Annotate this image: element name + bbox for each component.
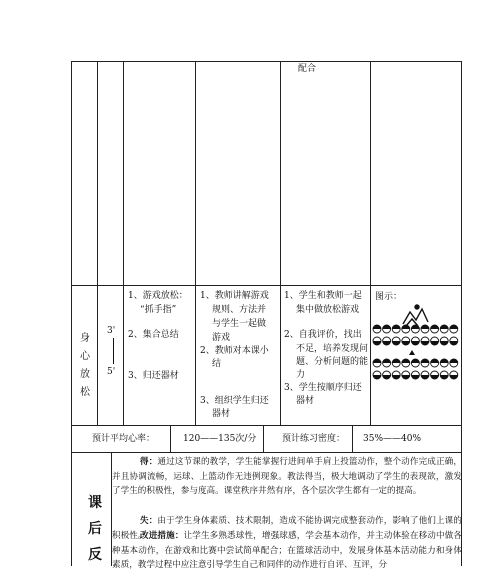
student-marker-icon xyxy=(402,325,410,333)
teacher-line-3: 与学生一起做 xyxy=(212,319,267,329)
center-marker-icon xyxy=(409,350,415,355)
student-marker-icon xyxy=(431,325,439,333)
student-line-6: 力 xyxy=(296,370,306,380)
student-marker-icon xyxy=(383,359,391,367)
reflection-label-3: 反 xyxy=(88,547,102,563)
student-line-7: 3、学生按顺序归还 xyxy=(284,383,362,393)
student-marker-icon xyxy=(411,325,419,333)
stats-divider-2 xyxy=(263,425,264,452)
loss-lead: 失： xyxy=(140,516,158,526)
reflection-improve xyxy=(112,529,462,573)
content-item-2: “抓手指” xyxy=(140,305,177,315)
student-line-5: 题、分析问题的能 xyxy=(296,357,369,367)
improve-text: 让学生多熟悉球性，增强球感，学会基本动作，并主动体验在移动中做各种基本动作，在游戏和比赛中尝试简单配合；在篮球活动中，发展身体基本活动能力和身体素质，教学过程中应注意引导学生自己和同伴的动作进行自评、互评，分 xyxy=(112,531,462,571)
student-marker-icon xyxy=(421,337,429,345)
content-item-1: 1、游戏放松： xyxy=(128,291,188,301)
teacher-line-1: 1、教师讲解游戏 xyxy=(200,291,269,301)
content-item-4: 3、归还器材 xyxy=(128,371,179,381)
student-marker-icon xyxy=(402,359,410,367)
heart-rate-label: 预计平均心率： xyxy=(92,434,156,444)
student-marker-icon xyxy=(392,325,400,333)
student-marker-icon xyxy=(373,325,381,333)
col-divider-1 xyxy=(97,61,98,425)
teacher-line-8: 器材 xyxy=(212,409,231,419)
student-marker-icon xyxy=(411,371,419,379)
density-label: 预计练习密度： xyxy=(282,434,346,444)
student-marker-icon xyxy=(383,371,391,379)
row-divider-top xyxy=(71,285,462,286)
student-marker-icon xyxy=(392,359,400,367)
teacher-line-6: 结 xyxy=(212,359,222,369)
improve-lead: 改进措施： xyxy=(140,531,184,541)
student-line-1: 1、学生和教师一起 xyxy=(284,291,362,301)
teacher-line-5: 2、教师对本课小 xyxy=(200,346,269,356)
row-divider-stats-top xyxy=(71,425,462,426)
student-marker-icon xyxy=(450,359,458,367)
content-item-3: 2、集合总结 xyxy=(128,330,179,340)
student-marker-icon xyxy=(431,371,439,379)
student-marker-icon xyxy=(450,337,458,345)
row-divider-stats-bottom xyxy=(71,452,462,453)
table-top-border xyxy=(71,61,462,62)
student-line-2: 集中做放松游戏 xyxy=(296,305,360,315)
table-border-left xyxy=(71,61,72,566)
col-divider-4 xyxy=(280,61,281,425)
student-marker-icon xyxy=(373,359,381,367)
teacher-line-7: 3、组织学生归还 xyxy=(200,396,269,406)
methods-cell-text: 配合 xyxy=(298,64,317,74)
student-marker-icon xyxy=(421,371,429,379)
gain-lead: 得： xyxy=(140,457,158,467)
reflection-gain xyxy=(112,455,462,499)
reflection-label-1: 课 xyxy=(88,495,102,511)
teacher-line-4: 游戏 xyxy=(212,333,231,343)
student-line-4: 不足，培养发现问 xyxy=(296,344,369,354)
student-marker-icon xyxy=(411,359,419,367)
reflection-label-2: 后 xyxy=(88,521,102,537)
student-marker-icon xyxy=(402,337,410,345)
student-marker-icon xyxy=(440,325,448,333)
formation-diagram xyxy=(370,300,461,390)
heart-rate-value: 120——135次/分 xyxy=(183,434,257,444)
loss-text: 由于学生身体素质、技术限制，造成不能协调完成整套动作，影响了他们上课的积极性。 xyxy=(112,516,462,541)
teacher-figure-icon xyxy=(403,305,428,326)
student-marker-icon xyxy=(392,337,400,345)
time-arrow xyxy=(113,338,114,364)
student-marker-icon xyxy=(373,337,381,345)
student-marker-icon xyxy=(392,371,400,379)
student-marker-icon xyxy=(450,325,458,333)
student-marker-icon xyxy=(440,371,448,379)
stats-divider-1 xyxy=(170,425,171,452)
student-marker-icon xyxy=(373,371,381,379)
student-line-8: 器材 xyxy=(296,396,315,406)
student-marker-icon xyxy=(421,359,429,367)
student-marker-icon xyxy=(411,337,419,345)
teacher-line-2: 规则、方法并 xyxy=(212,305,267,315)
diagram-label: 图示： xyxy=(375,292,403,302)
stats-divider-3 xyxy=(352,425,353,452)
student-marker-icon xyxy=(431,337,439,345)
student-marker-icon xyxy=(383,337,391,345)
student-marker-icon xyxy=(383,325,391,333)
student-marker-icon xyxy=(450,371,458,379)
gain-text: 通过这节课的教学，学生能掌握行进间单手肩上投篮动作，整个动作完成正确，并且协调流畅，运球、上篮动作无违例现象。教法得当，极大地调动了学生的表现欲，激发了学生的积极性，参与度高。课堂秩序井然有序，各个层次学生都有一定的提高。 xyxy=(112,457,462,497)
time-top: 3' xyxy=(107,326,116,336)
student-marker-icon xyxy=(402,371,410,379)
density-value: 35%——40% xyxy=(363,434,422,444)
student-marker-icon xyxy=(421,325,429,333)
part-label: 身心放松 xyxy=(80,333,90,398)
student-marker-icon xyxy=(440,359,448,367)
student-marker-icon xyxy=(431,359,439,367)
student-line-3: 2、自我评价，找出 xyxy=(284,330,362,340)
time-bottom: 5' xyxy=(107,367,116,377)
col-divider-2 xyxy=(123,61,124,425)
student-formation xyxy=(373,325,458,379)
student-marker-icon xyxy=(440,337,448,345)
col-divider-3 xyxy=(195,61,196,425)
